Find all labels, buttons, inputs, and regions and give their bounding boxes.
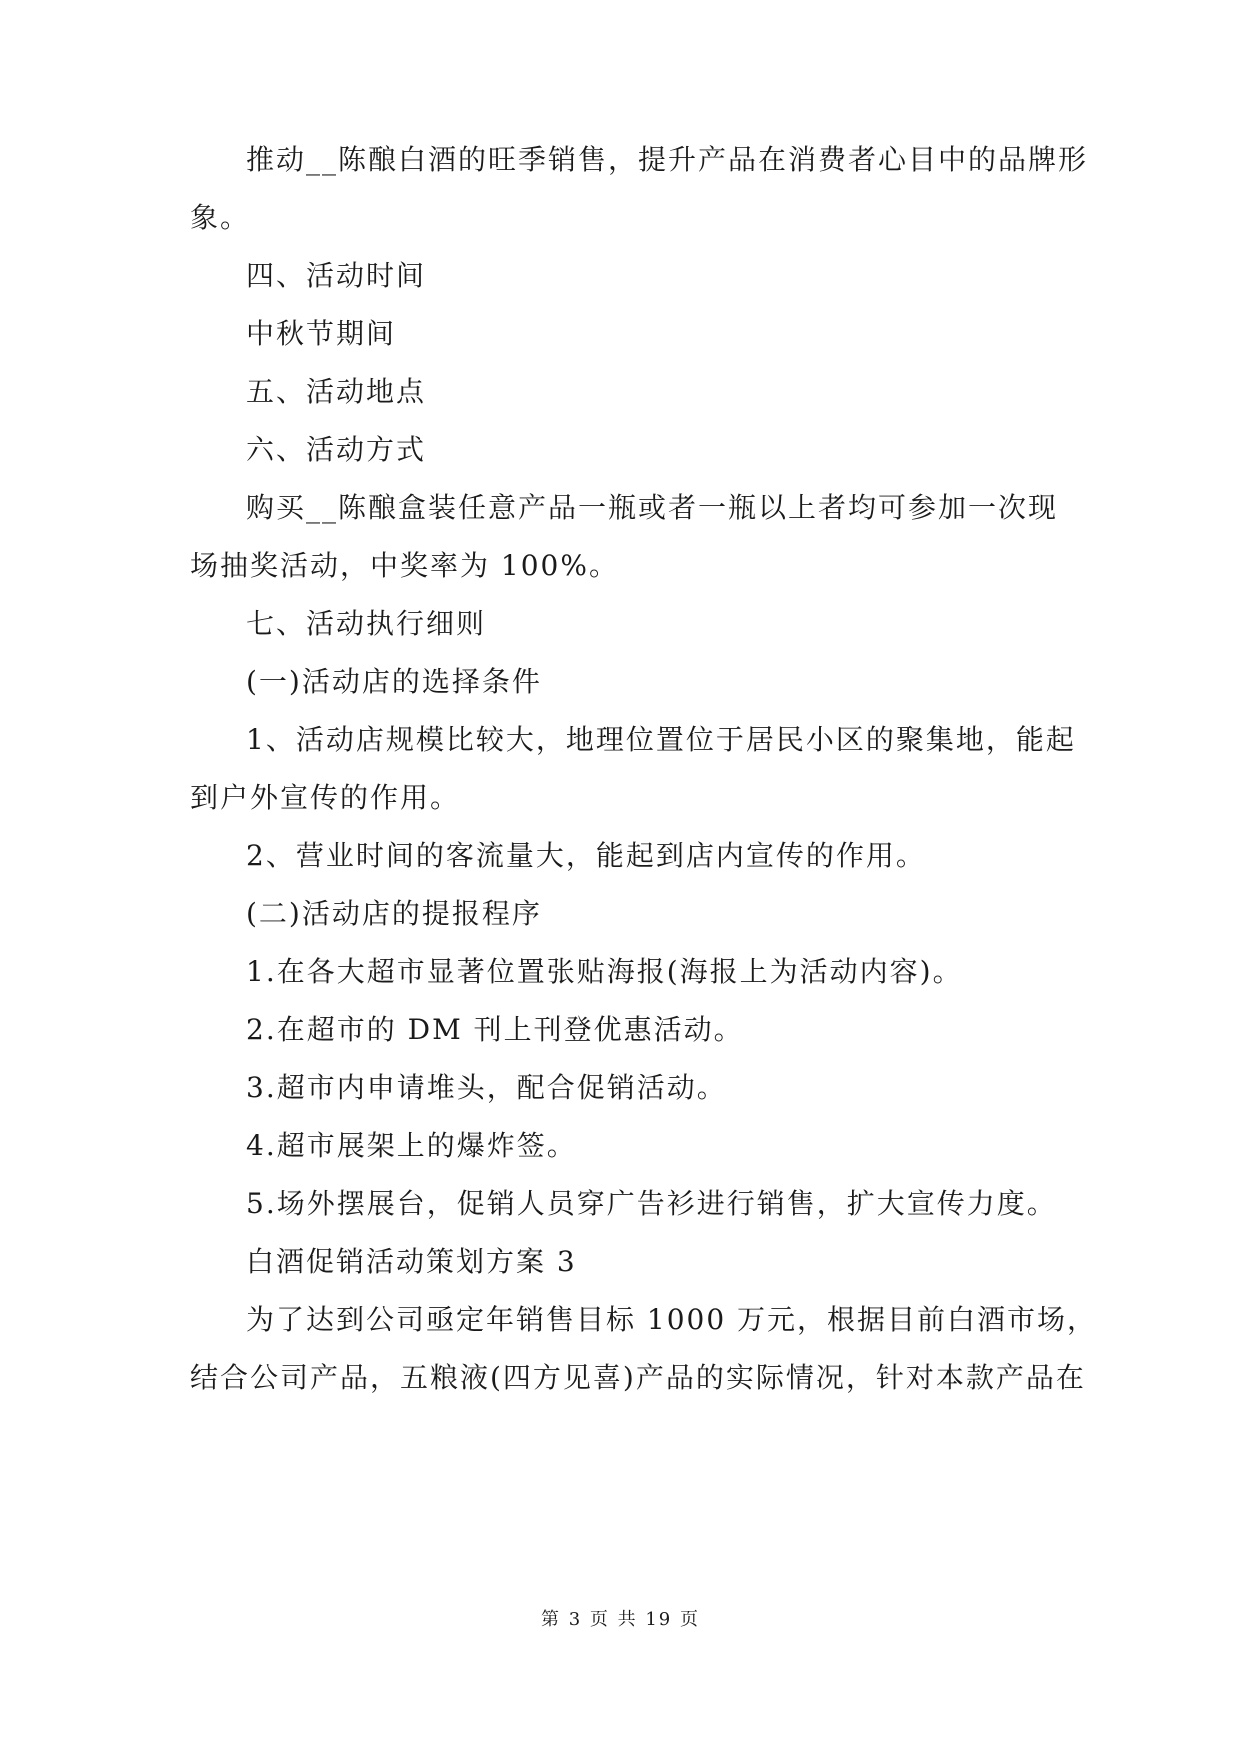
list-item: 2.在超市的 DM 刊上刊登优惠活动。 — [246, 1013, 744, 1046]
subsection-heading: (二)活动店的提报程序 — [246, 897, 542, 930]
paragraph-line: 场抽奖活动，中奖率为 100%。 — [190, 549, 619, 582]
section-heading: 六、活动方式 — [246, 433, 427, 466]
section-heading: 七、活动执行细则 — [246, 607, 487, 640]
paragraph-line: 到户外宣传的作用。 — [190, 781, 461, 814]
paragraph-line: 结合公司产品，五粮液(四方见喜)产品的实际情况，针对本款产品在 — [190, 1361, 1086, 1394]
list-item: 3.超市内申请堆头，配合促销活动。 — [246, 1071, 727, 1104]
section-heading: 四、活动时间 — [246, 259, 427, 292]
list-item: 5.场外摆展台，促销人员穿广告衫进行销售，扩大宣传力度。 — [246, 1187, 1057, 1220]
subsection-heading: (一)活动店的选择条件 — [246, 665, 542, 698]
paragraph-line: 购买__陈酿盒装任意产品一瓶或者一瓶以上者均可参加一次现 — [246, 491, 1059, 524]
document-title: 白酒促销活动策划方案 3 — [246, 1245, 577, 1278]
section-heading: 五、活动地点 — [246, 375, 427, 408]
list-item: 4.超市展架上的爆炸签。 — [246, 1129, 577, 1162]
paragraph-line: 推动__陈酿白酒的旺季销售，提升产品在消费者心目中的品牌形 — [246, 143, 1089, 176]
paragraph-line: 象。 — [190, 201, 251, 234]
page-footer: 第 3 页 共 19 页 — [541, 1609, 700, 1630]
paragraph-line: 中秋节期间 — [246, 317, 397, 350]
paragraph-line: 2、营业时间的客流量大，能起到店内宣传的作用。 — [246, 839, 926, 872]
paragraph-line: 为了达到公司亟定年销售目标 1000 万元，根据目前白酒市场， — [246, 1303, 1098, 1336]
list-item: 1.在各大超市显著位置张贴海报(海报上为活动内容)。 — [246, 955, 963, 988]
paragraph-line: 1、活动店规模比较大，地理位置位于居民小区的聚集地，能起 — [246, 723, 1076, 756]
